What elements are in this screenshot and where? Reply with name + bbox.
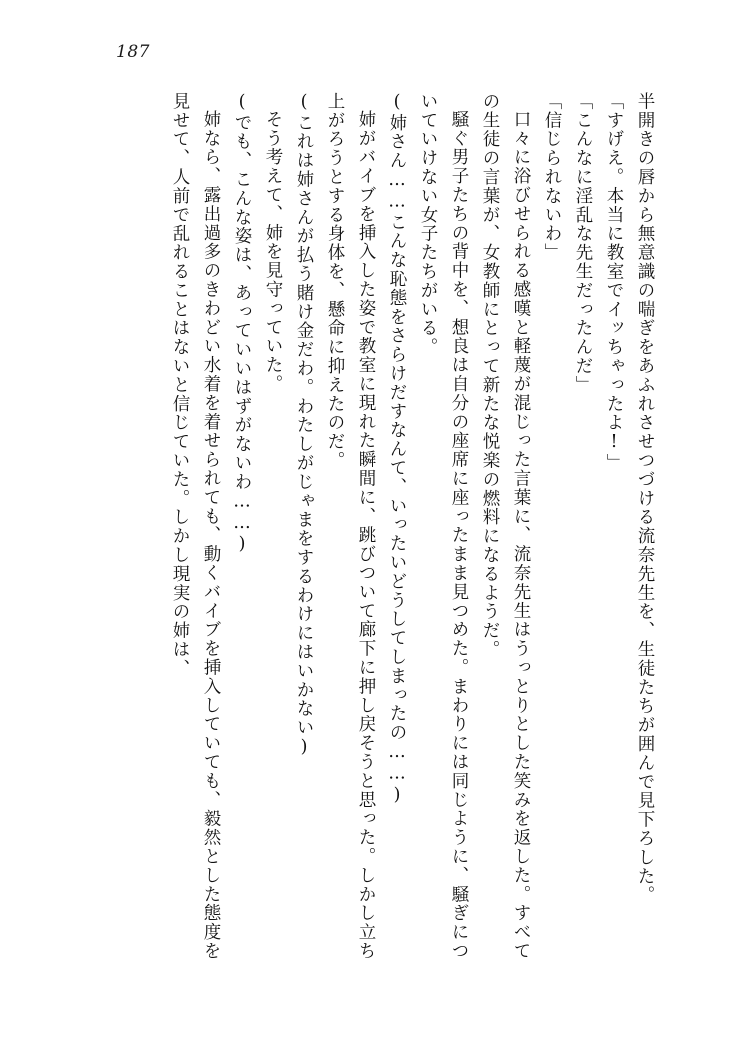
paragraph: 「すげえ。本当に教室でイッちゃったよ!」: [604, 92, 624, 473]
paragraph: 「信じられないわ」: [542, 92, 562, 263]
paragraph: (でも、こんな姿は、あっていいはずがないわ……): [232, 92, 252, 556]
paragraph: そう考えて、姉を見守っていた。: [263, 109, 283, 393]
paragraph: 「こんなに淫乱な先生だったんだ」: [573, 92, 593, 395]
paragraph: 口々に浴びせられる感嘆と軽蔑が混じった言葉に、流奈先生はうっとりとした笑みを返した。すべての生徒の言葉が、女教師にとって新たな悦楽の燃料になるようだ。: [480, 92, 531, 960]
body-text: [100, 92, 660, 972]
paragraph: (姉さん……こんな恥態をさらけだすなんて、いったいどうしてしまったの……): [387, 92, 407, 807]
paragraph: 半開きの唇から無意識の喘ぎをあふれさせつづける流奈先生を、生徒たちが囲んで見下ろした。: [635, 92, 655, 905]
paragraph: 姉なら、露出過多のきわどい水着を着せられても、動くバイブを挿入していても、毅然とした態度を見せて、人前で乱れることはないと信じていた。しかし現実の姉は、: [170, 92, 221, 960]
paragraph: (これは姉さんが払う賭け金だわ。わたしがじゃまをするわけにはいかない): [294, 92, 314, 759]
paragraph: 騒ぐ男子たちの背中を、想良は自分の座席に座ったまま見つめた。まわりには同じように、騒ぎについていけない女子たちがいる。: [418, 92, 469, 960]
paragraph: 姉がバイブを挿入した姿で教室に現れた瞬間に、跳びついて廊下に押し戻そうと思った。しかし立ち上がろうとする身体を、懸命に抑えたのだ。: [325, 92, 376, 960]
page-number: 187: [116, 42, 150, 62]
